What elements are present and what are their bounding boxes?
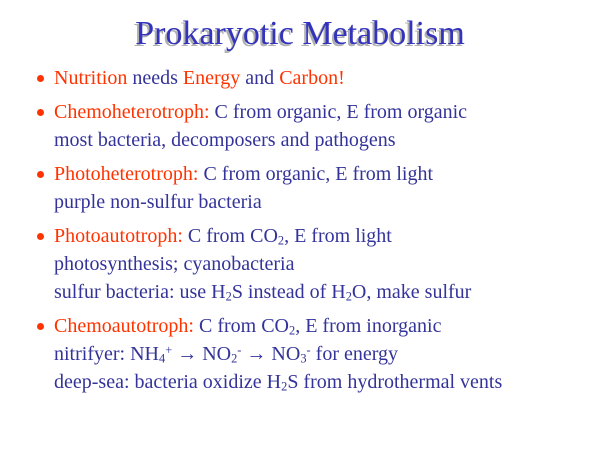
text-segment: C from CO xyxy=(182,225,278,247)
bullet-item xyxy=(0,312,600,396)
bullet-line xyxy=(54,64,596,92)
page-title: Prokaryotic Metabolism xyxy=(135,15,465,52)
text-segment: Energy xyxy=(182,67,241,89)
text-segment: needs xyxy=(127,67,183,89)
text-segment: , E from inorganic xyxy=(295,315,442,337)
text-segment: Chemoheterotroph: xyxy=(54,101,210,123)
text-segment: Nutrition xyxy=(54,67,128,89)
bullet-item xyxy=(0,98,600,154)
text-segment: 2 xyxy=(288,323,296,338)
text-segment: 2 xyxy=(345,289,352,304)
bullet-icon xyxy=(37,233,44,240)
text-segment: 2 xyxy=(231,351,238,366)
text-segment: and xyxy=(240,67,280,89)
bullet-item xyxy=(0,222,600,306)
text-segment: S from hydrothermal vents xyxy=(287,371,503,393)
text-segment: deep-sea: bacteria oxidize H xyxy=(54,371,282,393)
bullet-line xyxy=(54,250,596,278)
bullet-item xyxy=(0,64,600,92)
text-segment: 2 xyxy=(277,233,285,248)
text-segment: Photoautotroph: xyxy=(54,225,183,247)
text-segment: photosynthesis; cyanobacteria xyxy=(54,253,295,275)
text-segment: , E from light xyxy=(284,225,392,247)
text-segment: 2 xyxy=(281,379,288,394)
text-segment: → NO xyxy=(172,343,232,365)
text-segment: → NO xyxy=(241,343,301,365)
text-segment: C from organic, E from light xyxy=(198,163,434,185)
text-segment: Photoheterotroph: xyxy=(54,163,199,185)
bullet-line xyxy=(54,126,596,154)
text-segment: purple non-sulfur bacteria xyxy=(54,191,262,213)
text-segment: - xyxy=(306,342,311,357)
bullet-icon xyxy=(37,323,44,330)
text-segment: O, make sulfur xyxy=(351,281,472,303)
bullet-list xyxy=(0,64,600,396)
text-segment: Carbon! xyxy=(279,67,345,89)
bullet-line xyxy=(54,188,596,216)
bullet-line xyxy=(54,312,596,340)
bullet-line xyxy=(54,98,596,126)
text-segment: sulfur bacteria: use H xyxy=(54,281,226,303)
bullet-line xyxy=(54,278,596,306)
text-segment: 3 xyxy=(300,351,307,366)
text-segment: C from CO xyxy=(193,315,289,337)
text-segment: + xyxy=(165,342,173,357)
bullet-icon xyxy=(37,75,44,82)
text-segment: nitrifyer: NH xyxy=(54,343,159,365)
bullet-line xyxy=(54,368,596,396)
text-segment: Chemoautotroph: xyxy=(54,315,194,337)
text-segment: for energy xyxy=(310,343,399,365)
text-segment: - xyxy=(237,342,242,357)
bullet-line xyxy=(54,340,596,368)
bullet-line xyxy=(54,222,596,250)
bullet-item xyxy=(0,160,600,216)
text-segment: most bacteria, decomposers and pathogens xyxy=(54,129,396,151)
bullet-line xyxy=(54,160,596,188)
text-segment: 4 xyxy=(158,351,166,366)
bullet-icon xyxy=(37,171,44,178)
bullet-icon xyxy=(37,109,44,116)
text-segment: S instead of H xyxy=(231,281,346,303)
text-segment: C from organic, E from organic xyxy=(209,101,468,123)
text-segment: 2 xyxy=(225,289,232,304)
